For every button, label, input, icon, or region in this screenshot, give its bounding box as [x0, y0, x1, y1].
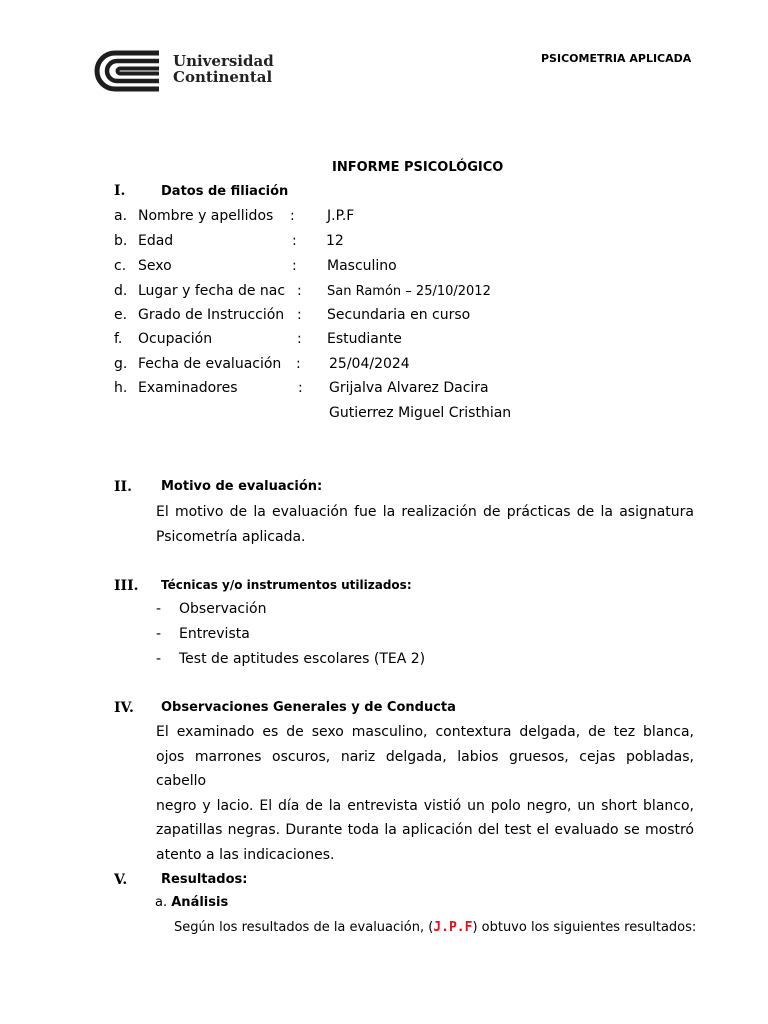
field-colon: :	[292, 233, 297, 249]
observations-paragraph	[156, 720, 694, 868]
section-4-title: Observaciones Generales y de Conducta	[161, 700, 456, 715]
motive-line-2: Psicometría aplicada.	[156, 528, 306, 545]
field-colon: :	[292, 258, 297, 274]
field-label: Nombre y apellidos	[138, 208, 274, 224]
section-5-number: V.	[114, 872, 128, 888]
field-value: 25/04/2024	[329, 356, 410, 372]
row-letter: a.	[114, 208, 128, 224]
bullet-dash-icon: -	[156, 626, 162, 642]
field-label: Grado de Instrucción	[138, 307, 285, 323]
row-letter: b.	[114, 233, 128, 249]
observations-line: El examinado es de sexo masculino, contextura delgada, de tez blanca,	[156, 724, 694, 740]
report-title: INFORME PSICOLÓGICO	[332, 160, 504, 175]
observations-line: atento a las indicaciones.	[156, 846, 335, 863]
field-value: J.P.F	[327, 208, 355, 224]
field-colon: :	[290, 208, 295, 224]
section-3-number: III.	[114, 578, 139, 594]
field-colon: :	[297, 331, 302, 347]
motive-line-1: El motivo de la evaluación fue la realización de prácticas de la asignatura	[156, 504, 694, 520]
observations-line: ojos marrones oscuros, nariz delgada, labios gruesos, cejas pobladas, cabello	[156, 748, 694, 790]
field-colon: :	[297, 307, 302, 323]
logo-line-1: Universidad	[173, 52, 274, 70]
field-value: Grijalva Alvarez Dacira	[329, 380, 489, 396]
bullet-dash-icon: -	[156, 651, 162, 667]
field-label: Examinadores	[138, 380, 238, 396]
observations-line: negro y lacio. El día de la entrevista vistió un polo negro, un short blanco,	[156, 797, 694, 814]
row-letter: f.	[114, 331, 123, 347]
field-colon: :	[298, 380, 303, 396]
section-4-number: IV.	[114, 700, 134, 716]
university-logo	[93, 49, 283, 93]
results-sentence	[174, 920, 696, 935]
analysis-letter: a.	[155, 895, 168, 910]
field-value: Secundaria en curso	[327, 307, 471, 323]
results-subject-name: J.P.F	[433, 920, 473, 935]
row-letter: e.	[114, 307, 128, 323]
logo-emblem-icon	[93, 49, 163, 93]
bullet-dash-icon: -	[156, 601, 162, 617]
section-5-title: Resultados:	[161, 872, 248, 887]
section-2-title: Motivo de evaluación:	[161, 479, 323, 494]
field-value: San Ramón – 25/10/2012	[327, 284, 491, 299]
results-text-post: ) obtuvo los siguientes resultados:	[472, 920, 697, 935]
field-label: Fecha de evaluación	[138, 356, 282, 372]
technique-item: Entrevista	[179, 626, 250, 642]
motive-paragraph	[156, 500, 694, 549]
field-value: Estudiante	[327, 331, 402, 347]
row-letter: h.	[114, 380, 128, 396]
field-label: Lugar y fecha de nac	[138, 283, 286, 299]
row-letter: d.	[114, 283, 128, 299]
examiner-2: Gutierrez Miguel Cristhian	[329, 405, 512, 421]
course-header: PSICOMETRIA APLICADA	[541, 52, 692, 65]
row-letter: c.	[114, 258, 127, 274]
logo-wordmark	[173, 53, 274, 85]
results-text-pre: Según los resultados de la evaluación, (	[174, 920, 434, 935]
logo-line-2: Continental	[173, 68, 273, 86]
field-value: 12	[326, 233, 344, 249]
row-letter: g.	[114, 356, 128, 372]
field-value: Masculino	[327, 258, 397, 274]
field-label: Sexo	[138, 258, 172, 274]
technique-item: Test de aptitudes escolares (TEA 2)	[179, 651, 426, 667]
analysis-heading	[155, 895, 228, 910]
field-colon: :	[297, 283, 302, 299]
section-2-number: II.	[114, 479, 132, 495]
observations-line: zapatillas negras. Durante toda la aplicación del test el evaluado se mostró	[156, 822, 694, 839]
section-3-title: Técnicas y/o instrumentos utilizados:	[161, 578, 412, 592]
field-label: Edad	[138, 233, 174, 249]
technique-item: Observación	[179, 601, 267, 617]
field-label: Ocupación	[138, 331, 213, 347]
section-1-title: Datos de filiación	[161, 184, 289, 199]
analysis-title: Análisis	[171, 895, 229, 910]
section-1-number: I.	[114, 183, 126, 199]
field-colon: :	[296, 356, 301, 372]
